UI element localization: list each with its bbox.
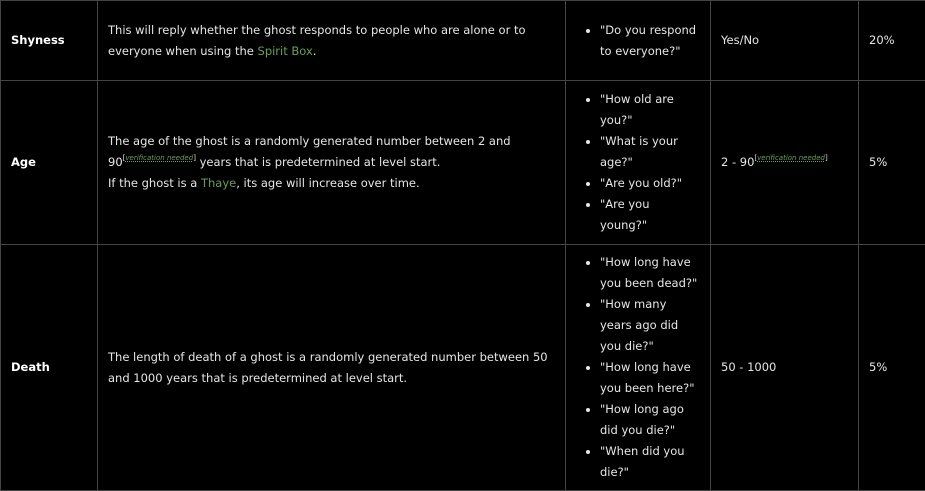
question-item: • "How old are you?" [600, 89, 700, 131]
values-cell [711, 81, 859, 245]
question-item: • "How long have you been here?" [600, 357, 700, 399]
questions-cell [566, 1, 711, 81]
question-item: • "How long ago did you die?" [600, 399, 700, 441]
description-text: years that is predetermined at level start. [195, 155, 441, 169]
verification-note[interactable]: [verification needed] [122, 154, 196, 162]
table-row-age [1, 81, 925, 245]
row-name: Shyness [1, 1, 98, 81]
row-description: The length of death of a ghost is a randomly generated number between 50 and 1000 years that is predetermined at level start. [98, 245, 566, 491]
row-description [98, 81, 566, 245]
description-text: This will reply whether the ghost responds to people who are alone or to everyone when using the [108, 22, 526, 58]
question-item: • "Are you old?" [600, 173, 700, 194]
questions-cell [566, 81, 711, 245]
chance-cell: 5% [859, 245, 925, 491]
questions-list [576, 89, 700, 236]
spirit-box-link[interactable]: Spirit Box [257, 43, 313, 58]
question-item: • "Do you respond to everyone?" [600, 20, 700, 62]
questions-cell [566, 245, 711, 491]
question-item: • "How long have you been dead?" [600, 252, 700, 294]
description-text: . [312, 43, 317, 58]
question-item: • "How many years ago did you die?" [600, 294, 700, 357]
values-cell: Yes/No [711, 1, 859, 81]
chance-cell: 5% [859, 81, 925, 245]
thaye-link[interactable]: Thaye [200, 176, 237, 190]
values-cell: 50 - 1000 [711, 245, 859, 491]
questions-list [576, 20, 700, 62]
question-item: • "Are you young?" [600, 194, 700, 236]
values-text: 2 - 90 [721, 155, 755, 169]
table-row-death [1, 245, 925, 491]
chance-cell: 20% [859, 1, 925, 81]
verification-note[interactable]: [verification needed] [754, 154, 828, 162]
question-item: • "When did you die?" [600, 441, 700, 483]
row-name: Death [1, 245, 98, 491]
description-text: The age of the ghost is a randomly generated number between 2 and 90 [108, 134, 511, 169]
row-name: Age [1, 81, 98, 245]
description-text: , its age will increase over time. [236, 176, 420, 190]
table-row-shyness [1, 1, 925, 81]
questions-list [576, 252, 700, 483]
row-description [98, 1, 566, 81]
question-item: • "What is your age?" [600, 131, 700, 173]
description-text: If the ghost is a [108, 176, 201, 190]
